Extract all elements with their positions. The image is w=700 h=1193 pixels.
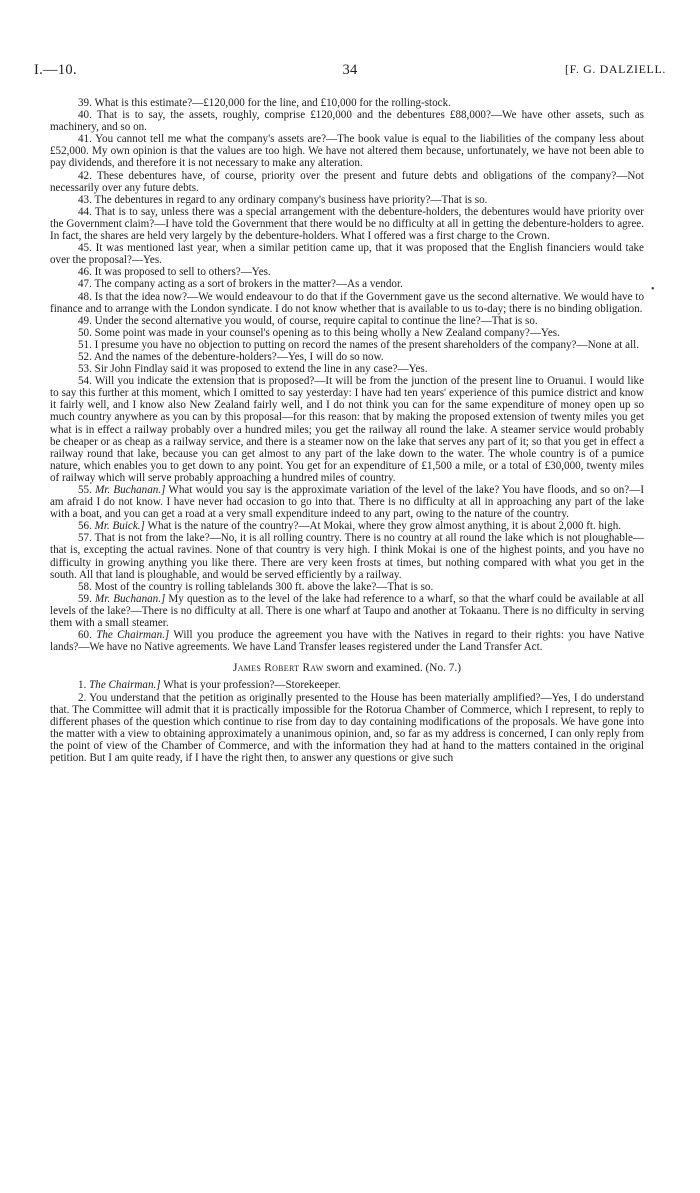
question-text: The debentures in regard to any ordinary company's business have priority?—That is so. [94,193,488,206]
question-number: 42. [78,169,92,182]
question-number: 50. [78,326,92,339]
question-paragraph [50,679,644,691]
question-number: 49. [78,314,92,327]
speaker-label: The Chairman.] [96,629,170,642]
witness-name: James Robert Raw [233,662,324,675]
question-text: That is to say, the assets, roughly, comprise £120,000 and the debentures £88,000?—We have other assets, such as machinery, and so on. [50,109,644,134]
question-paragraph [50,363,644,375]
question-number: 58. [78,580,92,593]
question-paragraph [50,97,644,109]
page-number: 34 [342,62,358,78]
question-number: 51. [78,338,92,351]
question-text: What would you say is the approximate variation of the level of the lake? You have floods, and so on?—I am afraid I do not know. I have never had occasion to go into that. There is no difficulty at all in approaching any part of the lake with a boat, and you can get a road at a very small expenditure indeed to any part, owing to the nature of the country. [50,484,645,521]
question-text: Will you indicate the extension that is proposed?—It will be from the junction of the present line to Oruanui. I would like to say this further at this moment, which I omitted to say yesterday: I have had ten years' experience of this pumice district and know it fairly well, and I know also New Zealand fairly well, and I do not think you can for the same expenditure of money open up so much country anywhere as you can by this proposal—for this reason: that by making the proposed extension of twenty miles you get what is in effect a railway probably over a hundred miles; you get the railway all round the lake. A steamer service would probably be cheaper or as cheap as a railway service, and there is a steamer now on the lake that serves any part of it; so that you get in effect a railway round that lake, because you can get almost to any part of the lake down to the water. The whole country is of a pumice nature, which enables you to get down to any point. You get for an expenditure of £1,500 a mile, or a total of £30,000, twenty miles of railway which will serve probably approaching a hundred miles of country. [50,375,645,484]
question-number: 57. [78,532,92,545]
question-number: 48. [78,290,92,303]
question-text: Most of the country is rolling tablelands 300 ft. above the lake?—That is so. [94,580,434,593]
document-body [50,97,644,764]
question-text: You cannot tell me what the company's assets are?—The book value is equal to the liabilities of the company less about £52,000. My own opinion is that the values are too high. We have not altered them because, unfortunately, we have not been able to pay dividends, and therefore it is not necessary to make any alteration. [50,133,644,170]
witness-number: (No. 7.) [425,662,461,675]
question-number: 40. [78,109,92,122]
speaker-label: Mr. Buchanan.] [95,592,166,605]
question-number: 59. [78,592,92,605]
question-paragraph [50,327,644,339]
question-number: 45. [78,242,92,255]
question-paragraph [50,315,644,327]
question-paragraph [50,532,644,580]
question-text: You understand that the petition as originally presented to the House has been materially amplified?—Yes, I do understand that. The Committee will admit that it is practically impossible for the Rotorua Chamber of Commerce, which I represent, to reply to different phases of the question which continue to rise from day to day containing modifications of the proposals. We have gone into the matter with a view to obtaining approximately a unanimous opinion, and, so far as my address is concerned, I can only reply from the point of view of the Chamber of Commerce, and with the information they had at hand to the matters contained in the original petition. But I am quite ready, if I have the right then, to answer any questions or give such [50,691,644,764]
document-reference: I.—10. [34,62,77,78]
question-number: 41. [78,133,92,146]
question-text: It was mentioned last year, when a similar petition came up, that it was proposed that the English financiers would take over the proposal?—Yes. [50,242,644,267]
question-number: 55. [78,484,92,496]
question-paragraph [50,520,644,532]
question-paragraph [50,593,644,629]
question-text: What is your profession?—Storekeeper. [163,679,341,692]
question-number: 47. [78,278,92,291]
witness-heading [50,662,644,674]
question-paragraph [50,170,644,194]
question-text: Sir John Findlay said it was proposed to extend the line in any case?—Yes. [94,363,428,376]
question-paragraph [50,206,644,242]
page-header [34,62,666,80]
question-number: 53. [78,363,92,376]
question-text: What is this estimate?—£120,000 for the line, and £10,000 for the rolling-stock. [94,97,451,109]
speaker-label: Mr. Buchanan.] [95,484,166,496]
question-text: The company acting as a sort of brokers in the matter?—As a vendor. [94,278,403,291]
question-text: I presume you have no objection to putting on record the names of the present shareholders of the company?—None at all. [94,338,640,351]
question-paragraph [50,133,644,169]
question-paragraph [50,109,644,133]
question-paragraph [50,375,644,484]
question-text: That is not from the lake?—No, it is all rolling country. There is no country at all round the lake which is not ploughable—that is, excepting the actual ravines. None of that country is very high. I think Mokai is one of the highest points, and you have no difficulty in growing anything you like there. There are very keen frosts at times, but nothing compared with what you get in the south. All that land is ploughable, and would be served efficiently by a railway. [50,532,644,581]
speaker-label: Mr. Buick.] [94,520,145,533]
question-number: 60. [78,629,92,642]
question-paragraph [50,629,644,653]
question-number: 46. [78,266,92,279]
question-text: These debentures have, of course, priority over the present and future debts and obligations of the company?—Not necessarily over any future debts. [50,169,644,194]
question-number: 2. [78,691,87,704]
question-paragraph [50,692,644,765]
witness-running-head: [F. G. DALZIELL. [565,62,666,76]
question-text: And the names of the debenture-holders?—Yes, I will do so now. [94,350,384,363]
question-text: It was proposed to sell to others?—Yes. [94,266,271,279]
question-text: Under the second alternative you would, of course, require capital to continue the line?—That is so. [94,314,538,327]
margin-mark: • [651,284,655,295]
question-text: My question as to the level of the lake had reference to a wharf, so that the wharf could be available at all levels of the lake?—There is no difficulty at all. There is one wharf at Taupo and another at Tokaanu. There is no difficulty in serving them with a small steamer. [50,592,644,630]
question-paragraph [50,266,644,278]
question-paragraph [50,351,644,363]
question-number: 44. [78,205,92,218]
question-text: What is the nature of the country?—At Mokai, where they grow almost anything, it is about 2,000 ft. high. [147,520,622,533]
question-text: Is that the idea now?—We would endeavour to do that if the Government gave us the second alternative. We would have to finance and to arrange with the London syndicate. I do not know whether that is available to us to-day; there is no binding obligation. [50,290,645,315]
question-text: Some point was made in your counsel's opening as to this being wholly a New Zealand company?—Yes. [94,326,560,339]
question-paragraph [50,484,644,520]
speaker-label: The Chairman.] [89,679,161,692]
question-number: 56. [78,520,92,533]
question-number: 43. [78,193,92,206]
question-number: 54. [78,375,92,388]
question-number: 52. [78,350,92,363]
question-paragraph [50,291,644,315]
question-paragraph [50,339,644,351]
witness-sworn: sworn and examined. [326,662,423,675]
question-paragraph [50,242,644,266]
question-number: 39. [78,97,92,109]
question-number: 1. [78,679,87,692]
question-text: Will you produce the agreement you have with the Natives in regard to their rights: you have Native lands?—We have no Native agreements. We have Land Transfer leases registered under the Land Transfer Act. [50,629,644,654]
question-text: That is to say, unless there was a special arrangement with the debenture-holders, the debentures would have priority over the Government claim?—I have told the Government that there would be no difficulty at all in getting the debenture-holders to agree. In fact, the shares are held very largely by the debenture-holders. What I offered was a first charge to the Crown. [50,205,644,243]
question-paragraph [50,581,644,593]
question-paragraph [50,278,644,290]
question-paragraph [50,194,644,206]
